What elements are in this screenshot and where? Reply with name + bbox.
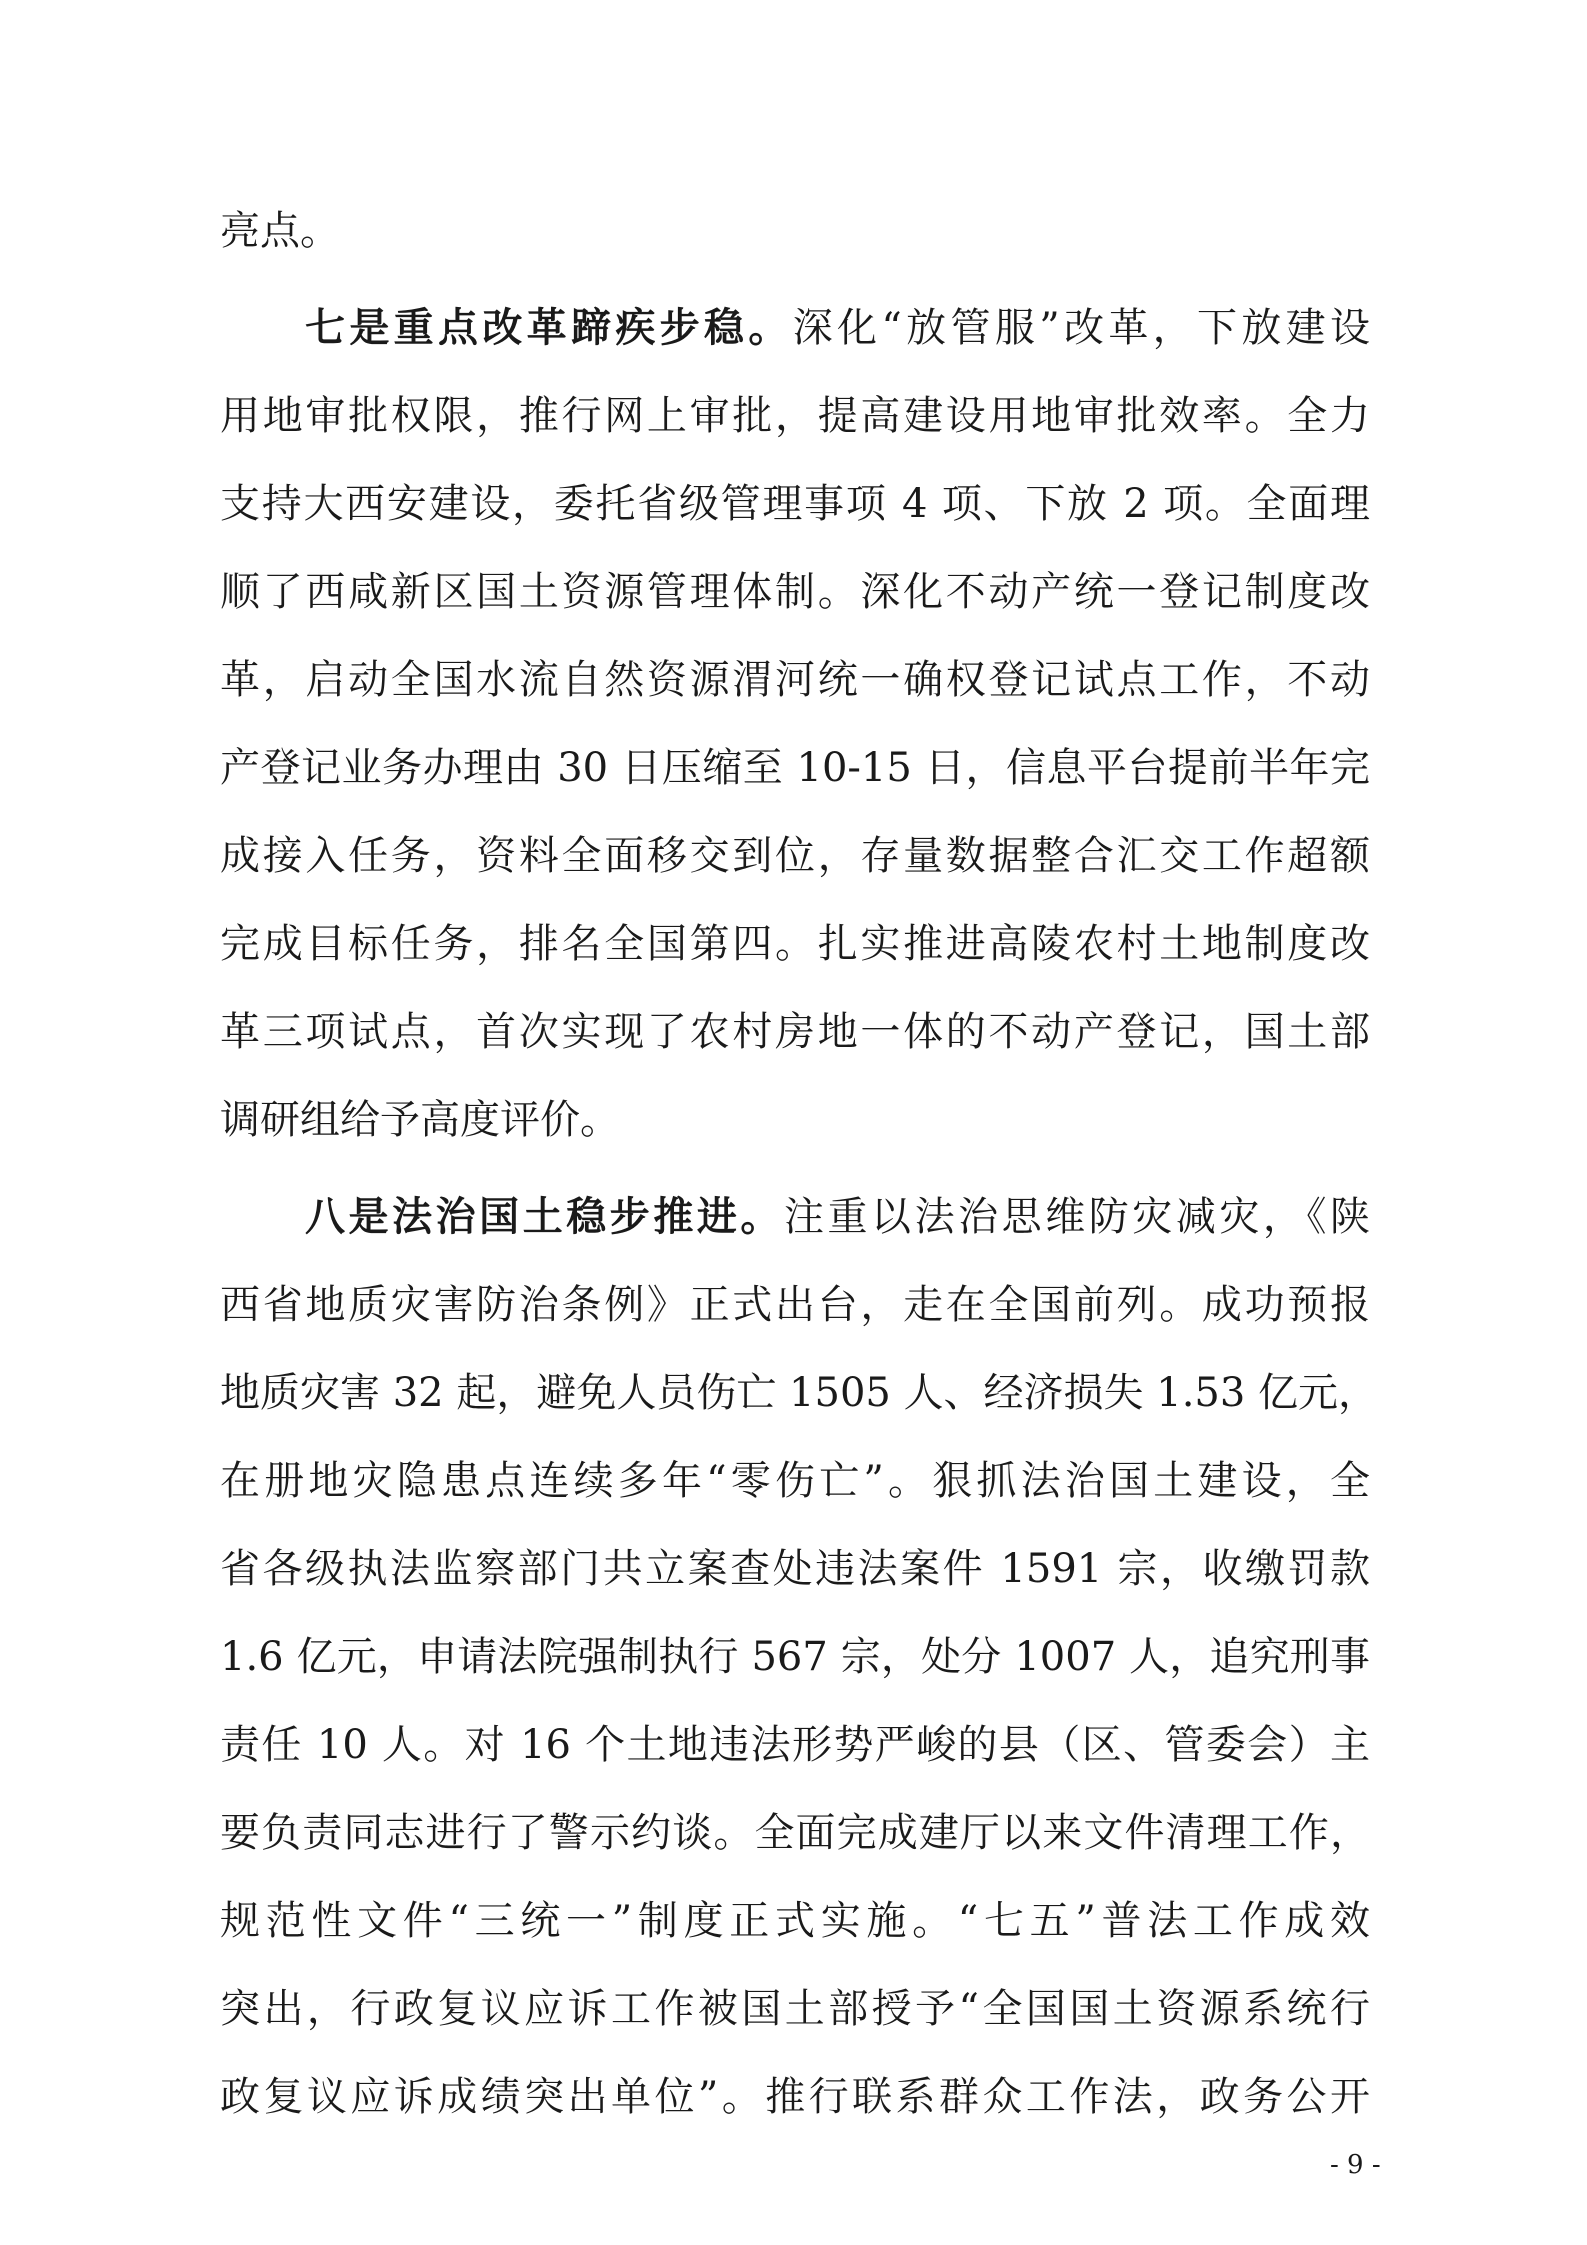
line-text: 革，启动全国水流自然资源渭河统一确权登记试点工作，不动	[220, 657, 1370, 703]
line-text: 突出，行政复议应诉工作被国土部授予“全国国土资源系统行	[220, 1986, 1370, 2032]
line-text: 注重以法治思维防灾减灾，《陕	[783, 1194, 1371, 1240]
line-text: 革三项试点，首次实现了农村房地一体的不动产登记，国土部	[220, 1009, 1370, 1055]
line-text: 西省地质灾害防治条例》正式出台，走在全国前列。成功预报	[220, 1282, 1370, 1328]
text-line	[220, 1008, 1370, 1056]
text-line	[220, 1809, 1370, 1857]
line-text: 深化“放管服”改革，下放建设	[792, 305, 1371, 351]
paragraph-heading-line	[305, 1193, 1370, 1241]
text-line	[220, 480, 1370, 528]
line-text: 在册地灾隐患点连续多年“零伤亡”。狠抓法治国土建设，全	[220, 1458, 1370, 1504]
text-line	[220, 392, 1370, 440]
text-line	[220, 207, 1370, 255]
text-line	[220, 2073, 1370, 2121]
line-text: 用地审批权限，推行网上审批，提高建设用地审批效率。全力	[220, 393, 1370, 439]
text-line	[220, 1369, 1379, 1417]
line-text: 要负责同志进行了警示约谈。全面完成建厅以来文件清理工作，	[220, 1810, 1370, 1856]
text-line	[220, 1633, 1370, 1681]
text-line	[220, 1457, 1370, 1505]
line-text: 调研组给予高度评价。	[220, 1097, 620, 1143]
line-text: 顺了西咸新区国土资源管理体制。深化不动产统一登记制度改	[220, 569, 1370, 615]
line-text: 产登记业务办理由 30 日压缩至 10-15 日，信息平台提前半年完	[220, 745, 1370, 791]
line-text: 1.6 亿元，申请法院强制执行 567 宗，处分 1007 人，追究刑事	[220, 1634, 1370, 1680]
text-line	[220, 1096, 1370, 1144]
text-line	[220, 744, 1370, 792]
line-text: 亮点。	[220, 208, 340, 254]
text-line	[220, 832, 1370, 880]
line-text: 责任 10 人。对 16 个土地违法形势严峻的县（区、管委会）主	[220, 1722, 1370, 1768]
text-line	[220, 1281, 1370, 1329]
line-text: 成接入任务，资料全面移交到位，存量数据整合汇交工作超额	[220, 833, 1370, 879]
text-line	[220, 1897, 1370, 1945]
line-text: 省各级执法监察部门共立案查处违法案件 1591 宗，收缴罚款	[220, 1546, 1370, 1592]
line-text: 完成目标任务，排名全国第四。扎实推进高陵农村土地制度改	[220, 921, 1370, 967]
text-line	[220, 920, 1370, 968]
line-text: 地质灾害 32 起，避免人员伤亡 1505 人、经济损失 1.53 亿元，	[220, 1370, 1379, 1416]
text-line	[220, 1721, 1370, 1769]
text-line	[220, 656, 1370, 704]
line-text: 规范性文件“三统一”制度正式实施。“七五”普法工作成效	[220, 1898, 1370, 1944]
paragraph-heading-line	[305, 304, 1370, 352]
paragraph-lead: 七是重点改革蹄疾步稳。	[305, 304, 793, 351]
line-text: 政复议应诉成绩突出单位”。推行联系群众工作法，政务公开	[220, 2074, 1370, 2120]
text-line	[220, 568, 1370, 616]
page-number: - 9 -	[1330, 2150, 1381, 2180]
text-line	[220, 1545, 1370, 1593]
text-line	[220, 1985, 1370, 2033]
line-text: 支持大西安建设，委托省级管理事项 4 项、下放 2 项。全面理	[220, 481, 1370, 527]
paragraph-lead: 八是法治国土稳步推进。	[305, 1193, 784, 1240]
